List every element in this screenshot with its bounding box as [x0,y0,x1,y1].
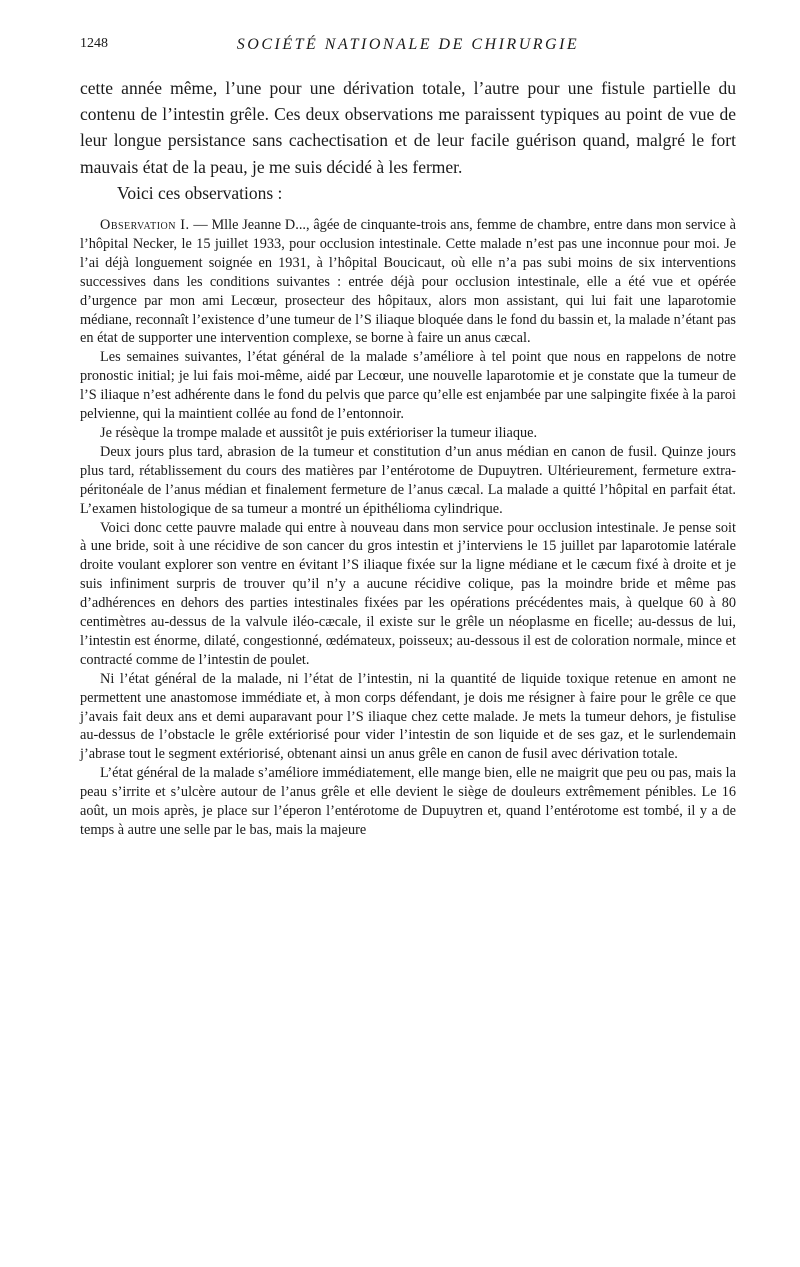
intro-section [80,75,736,206]
observation-paragraph: Voici donc cette pauvre malade qui entre à nouveau dans mon service pour occlusion intestinale. Je pense soit à une bride, soit à une récidive de son cancer du gros intestin et j’interviens le 15 juillet par laparotomie latérale droite voulant explorer son ventre en évitant l’S iliaque fixée sur la ligne médiane et le cæcum fixé à droite et je suis infiniment surpris de trouver qu’il n’y a aucune récidive colique, pas la moindre bride et même pas d’adhérences en dehors des parties intestinales fixées par les opérations précédentes mais, à quelque 60 à 80 centimètres au-dessus de la valvule iléo-cæcale, il existe sur le grêle un néoplasme en ficelle; au-dessus de lui, l’intestin est énorme, dilaté, congestionné, œdémateux, poisseux; au-dessous il est de coloration normale, mince et contracté comme de l’intestin de poulet. [80,519,736,668]
observation-text: — Mlle Jeanne D..., âgée de cinquante-trois ans, femme de chambre, entre dans mon service à l’hôpital Necker, le 15 juillet 1933, pour occlusion intestinale. Cette malade n’est pas une inconnue pour moi. Je l’ai déjà longuement soignée en 1931, à l’hôpital Boucicaut, où elle n’a pas subi moins de six interventions successives dans les conditions suivantes : entrée déjà pour occlusion intestinale, elle a été vue et opérée d’urgence par mon ami Lecœur, prosecteur des hôpitaux, alors mon assistant, qui lui fait une laparotomie médiane, reconnaît l’existence d’une tumeur de l’S iliaque bloquée dans le fond du bassin et, la malade n’étant pas en état de supporter une intervention complexe, se borne à faire un anus cæcal. [80,217,737,347]
running-head: SOCIÉTÉ NATIONALE DE CHIRURGIE [236,36,580,53]
observation-paragraph: Les semaines suivantes, l’état général de la malade s’améliore à tel point que nous en rappelons de notre pronostic initial; je lui fais moi-même, aidé par Lecœur, une nouvelle laparotomie et je constate que la tumeur de l’S iliaque n’est adhérente dans le fond du pelvis que parce qu’elle est enjambée par une salpingite fixée à la paroi pelvienne, qui la maintient collée au fond de l’entonnoir. [80,349,736,423]
intro-paragraph: cette année même, l’une pour une dérivation totale, l’autre pour une fistule partielle du contenu de l’intestin grêle. Ces deux observations me paraissent typiques au point de vue de leur longue persistance sans cachectisation et de leur facile guérison quand, malgré le fort mauvais état de la peau, je me suis décidé à les fermer. [80,78,736,177]
page-header [80,36,736,58]
intro-lead-paragraph: Voici ces observations : [117,182,283,203]
page-number: 1248 [80,36,108,51]
observation-paragraph: Ni l’état général de la malade, ni l’état de l’intestin, ni la quantité de liquide toxique retenue en amont ne permettent une anastomose immédiate et, à mon corps défendant, je dois me résigner à faire pour le grêle ce que j’avais fait deux ans et demi auparavant pour l’S iliaque chez cette malade. Je mets la tumeur dehors, je fistulise au-dessus de l’obstacle le grêle extériorisé pour vider l’intestin de son liquide et de ses gaz, et le surlendemain j’abrase tout le segment extériorisé, obtenant ainsi un anus grêle en canon de fusil avec dérivation totale. [80,670,736,763]
observation-label: Observation I. [100,217,190,234]
observation-paragraph: L’état général de la malade s’améliore immédiatement, elle mange bien, elle ne maigrit que peu ou pas, mais la peau s’irrite et s’ulcère autour de l’anus grêle et elle devient le siège de douleurs extrêmement pénibles. Le 16 août, un mois après, je place sur l’éperon l’entérotome de Dupuytren et, quand l’entérotome est tombé, il y a de temps à autre une selle par le bas, mais la majeure [80,765,736,839]
observation-paragraph [80,216,736,348]
observation-section [80,216,736,840]
body-text [80,75,736,840]
observation-paragraph: Deux jours plus tard, abrasion de la tumeur et constitution d’un anus médian en canon de fusil. Quinze jours plus tard, rétablissement du cours des matières par l’entérotome de Dupuytren. Ultérieurement, fermeture extra-péritonéale de l’anus médian et finalement fermeture de l’anus cæcal. La malade a quitté l’hôpital en parfait état. L’examen histologique de sa tumeur a montré un épithélioma cylindrique. [80,443,736,517]
observation-paragraph: Je résèque la trompe malade et aussitôt je puis extérioriser la tumeur iliaque. [100,424,538,441]
